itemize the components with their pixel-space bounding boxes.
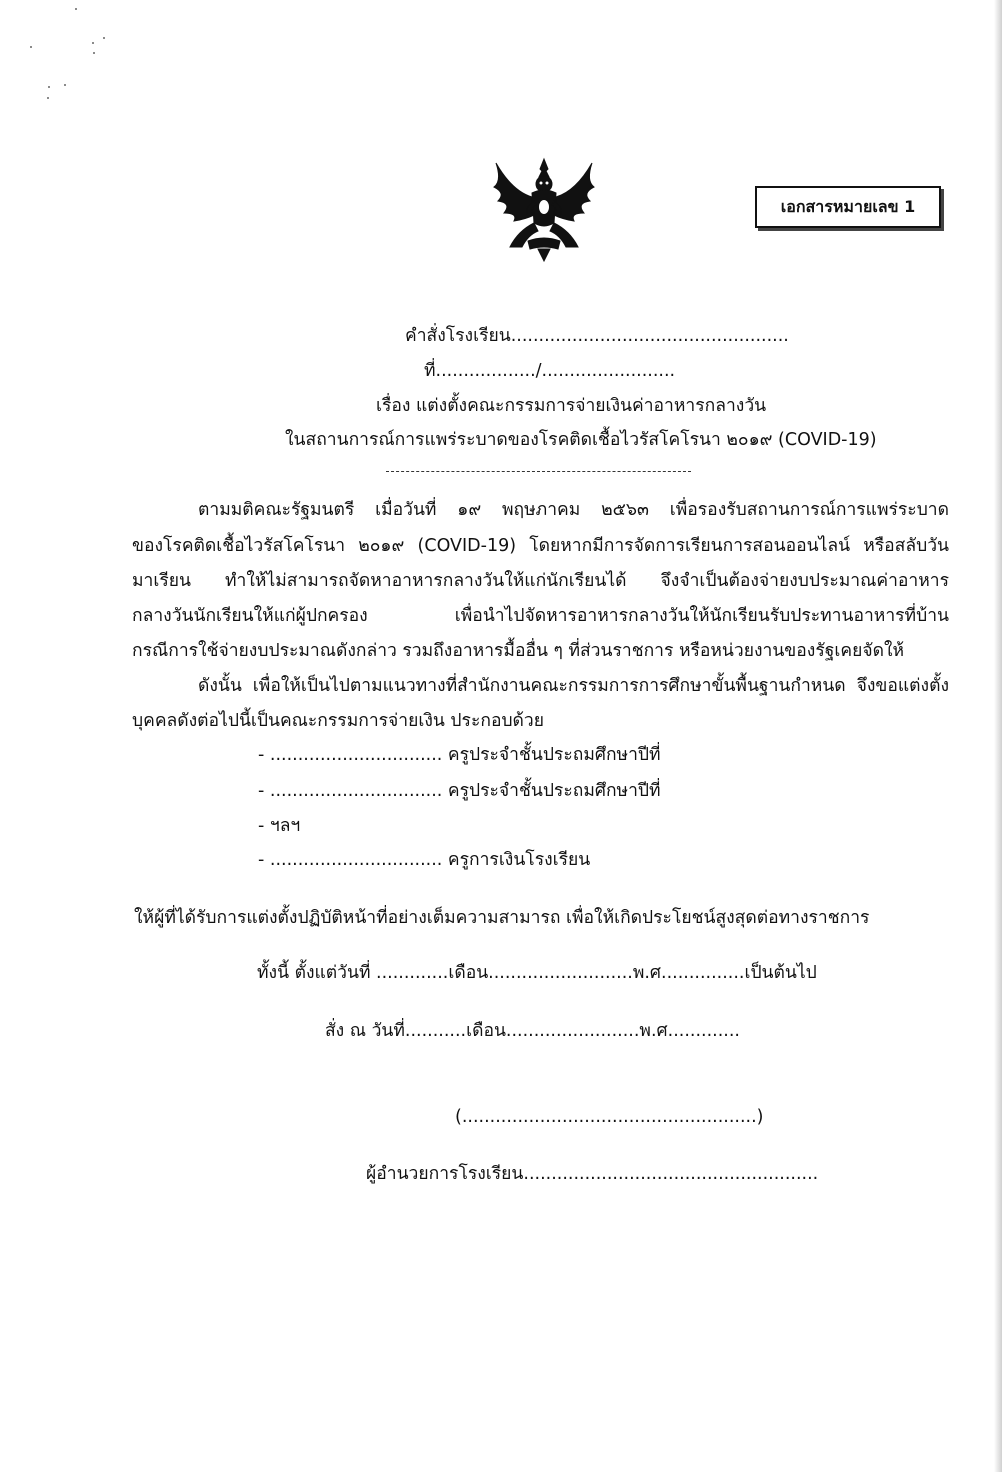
scan-speck bbox=[75, 8, 77, 10]
paragraph2-line-1: ดังนั้น เพื่อให้เป็นไปตามแนวทางที่สำนักงานคณะกรรมการการศึกษาขั้นพื้นฐานกำหนด จึงขอแต่งตั้ง bbox=[198, 676, 949, 696]
subject-line: เรื่อง แต่งตั้งคณะกรรมการจ่ายเงินค่าอาหารกลางวัน bbox=[376, 396, 767, 416]
order-number-line: ที่................../........................ bbox=[424, 361, 676, 381]
paragraph1-line-2: ของโรคติดเชื้อไวรัสโคโรนา ๒๐๑๙ (COVID-19) โดยหากมีการจัดการเรียนการสอนออนไลน์ หรือสลับวัน bbox=[132, 536, 949, 556]
paragraph1-line-4: กลางวันนักเรียนให้แก่ผู้ปกครอง เพื่อนำไปจัดหารอาหารกลางวันให้นักเรียนรับประทานอาหารที่บ้าน bbox=[132, 606, 949, 626]
signature-title-line: ผู้อำนวยการโรงเรียน..................................................... bbox=[366, 1164, 819, 1184]
scan-speck bbox=[47, 97, 49, 99]
signature-name-line: (.....................................................) bbox=[455, 1107, 764, 1127]
school-order-line: คำสั่งโรงเรียน.................................................. bbox=[405, 326, 789, 346]
paragraph2-line-2: บุคคลดังต่อไปนี้เป็นคณะกรรมการจ่ายเงิน ประกอบด้วย bbox=[132, 711, 545, 731]
committee-item-3: - ฯลฯ bbox=[258, 816, 301, 836]
scan-edge-shadow bbox=[994, 0, 1002, 1472]
duty-statement: ให้ผู้ที่ได้รับการแต่งตั้งปฏิบัติหน้าที่อย่างเต็มความสามารถ เพื่อให้เกิดประโยชน์สูงสุดต่อทางราชการ bbox=[134, 908, 870, 928]
committee-item-1: - ............................... ครูประจำชั้นประถมศึกษาปีที่ bbox=[258, 745, 661, 765]
scan-speck bbox=[64, 84, 66, 86]
subject-line-2: ในสถานการณ์การแพร่ระบาดของโรคติดเชื้อไวรัสโคโรนา ๒๐๑๙ (COVID-19) bbox=[285, 430, 877, 450]
scan-speck bbox=[30, 46, 32, 48]
scan-speck bbox=[48, 86, 50, 88]
scan-speck bbox=[103, 37, 105, 39]
garuda-emblem-icon bbox=[488, 157, 600, 262]
committee-item-4: - ............................... ครูการเงินโรงเรียน bbox=[258, 850, 591, 870]
paragraph1-line-1: ตามมติคณะรัฐมนตรี เมื่อวันที่ ๑๙ พฤษภาคม ๒๕๖๓ เพื่อรองรับสถานการณ์การแพร่ระบาด bbox=[198, 500, 949, 520]
effective-date-line: ทั้งนี้ ตั้งแต่วันที่ .............เดือน..........................พ.ศ...............เป็นต้นไป bbox=[257, 963, 817, 983]
scan-speck bbox=[92, 42, 94, 44]
committee-item-2: - ............................... ครูประจำชั้นประถมศึกษาปีที่ bbox=[258, 781, 661, 801]
paragraph1-line-3: มาเรียน ทำให้ไม่สามารถจัดหาอาหารกลางวันให้แก่นักเรียนได้ จึงจำเป็นต้องจ่ายงบประมาณค่าอาหาร bbox=[132, 571, 949, 591]
header-divider bbox=[386, 471, 691, 472]
scan-speck bbox=[93, 52, 95, 54]
order-date-line: สั่ง ณ วันที่...........เดือน........................พ.ศ............. bbox=[325, 1021, 740, 1041]
paragraph1-line-5: กรณีการใช้จ่ายงบประมาณดังกล่าว รวมถึงอาหารมื้ออื่น ๆ ที่ส่วนราชการ หรือหน่วยงานของรัฐเคยจัดให้ bbox=[132, 641, 905, 661]
document-number-label: เอกสารหมายเลข 1 bbox=[755, 186, 941, 228]
